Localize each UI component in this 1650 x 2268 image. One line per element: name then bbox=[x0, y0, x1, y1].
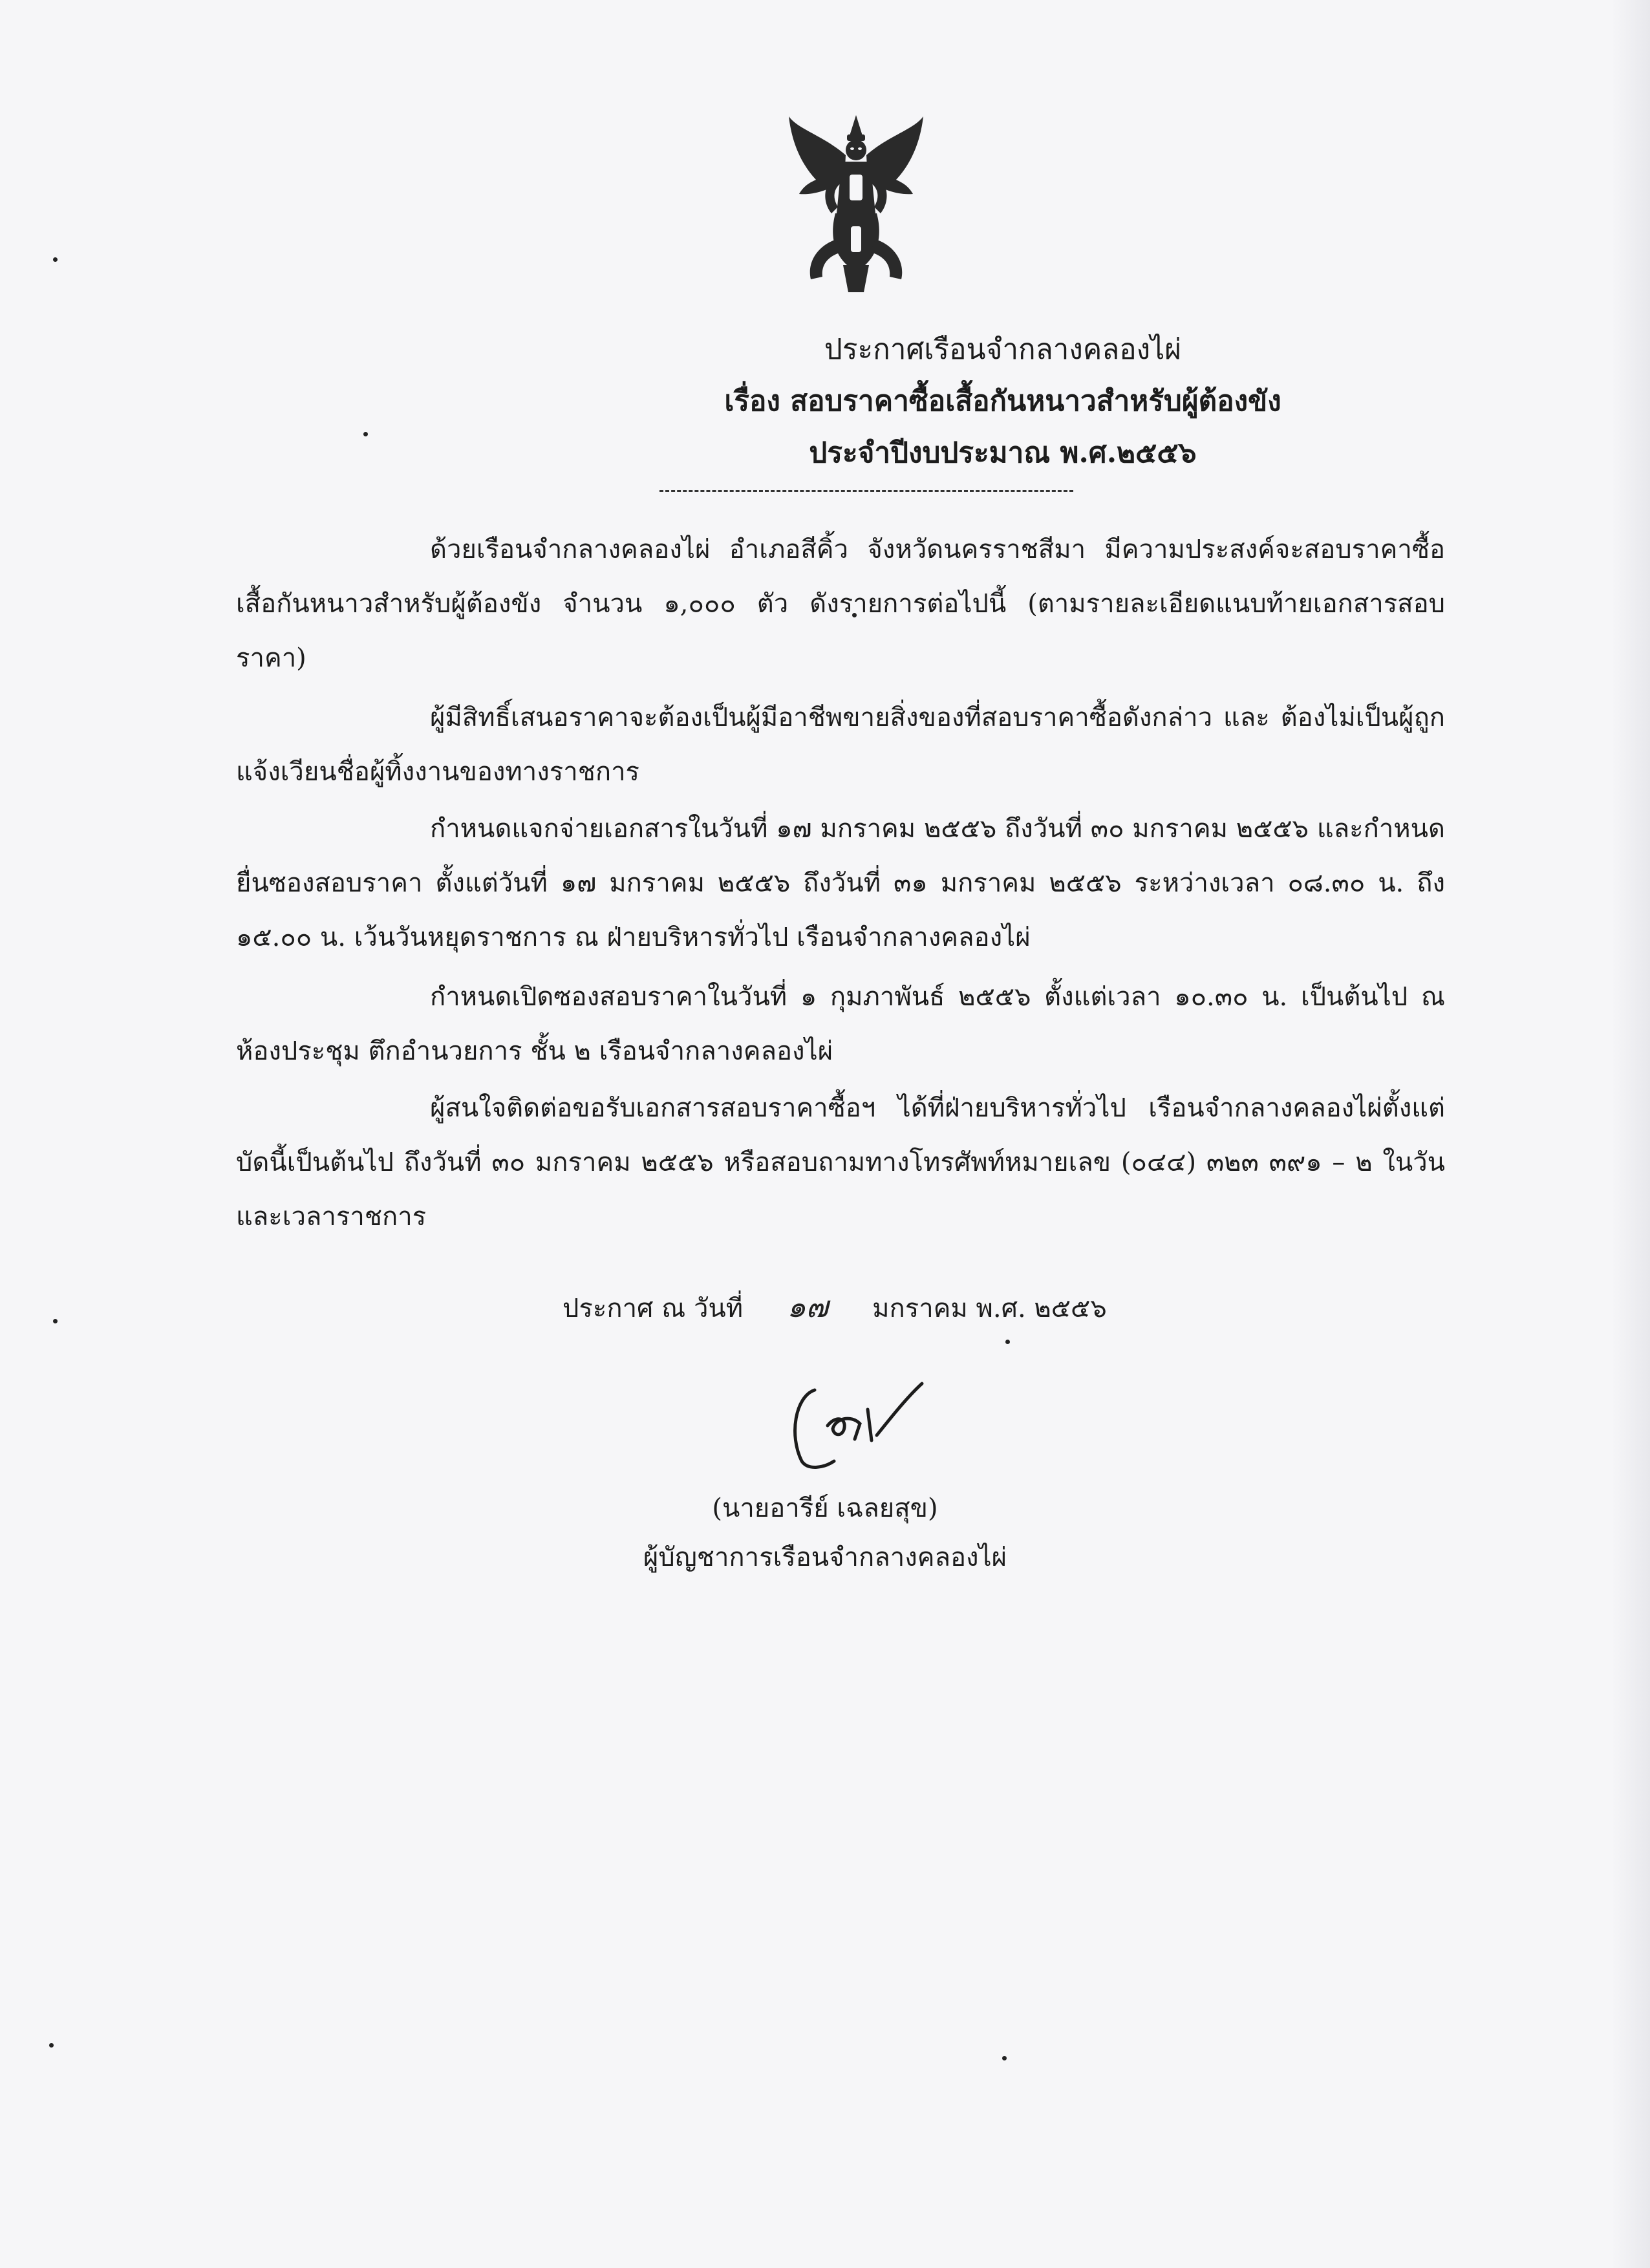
body-paragraph: ผู้สนใจติดต่อขอรับเอกสารสอบราคาซื้อฯ ได้ที่ฝ่ายบริหารทั่วไป เรือนจำกลางคลองไผ่ตั้งแต่บัดนี้เป็นต้นไป ถึงวันที่ ๓๐ มกราคม ๒๕๕๖ หรือสอบถามทางโทรศัพท์หมายเลข (๐๔๔) ๓๒๓ ๓๙๑ – ๒ ในวันและเวลาราชการ bbox=[236, 1093, 1445, 1232]
document-fiscal-year: ประจำปีงบประมาณ พ.ศ.๒๕๕๖ bbox=[809, 436, 1197, 469]
garuda-emblem-icon bbox=[785, 110, 927, 297]
signer-name: (นายอารีย์ เฉลยสุข) bbox=[712, 1493, 938, 1523]
handwritten-day: ๑๗ bbox=[787, 1289, 829, 1324]
scan-speck bbox=[1002, 2056, 1007, 2060]
body-paragraph: ผู้มีสิทธิ์เสนอราคาจะต้องเป็นผู้มีอาชีพขายสิ่งของที่สอบราคาซื้อดังกล่าว และ ต้องไม่เป็นผู้ถูกแจ้งเวียนชื่อผู้ทิ้งงานของทางราชการ bbox=[236, 703, 1445, 787]
scan-speck bbox=[49, 2043, 54, 2048]
header-divider bbox=[659, 490, 1073, 492]
signer-position: ผู้บัญชาการเรือนจำกลางคลองไผ่ bbox=[643, 1543, 1007, 1572]
body-paragraph: กำหนดแจกจ่ายเอกสารในวันที่ ๑๗ มกราคม ๒๕๕๖ ถึงวันที่ ๓๐ มกราคม ๒๕๕๖ และกำหนดยื่นซองสอบราคา ตั้งแต่วันที่ ๑๗ มกราคม ๒๕๕๖ ถึงวันที่ ๓๑ มกราคม ๒๕๕๖ ระหว่างเวลา ๐๘.๓๐ น. ถึง ๑๕.๐๐ น. เว้นวันหยุดราชการ ณ ฝ่ายบริหารทั่วไป เรือนจำกลางคลองไผ่ bbox=[236, 814, 1445, 952]
announcement-prefix: ประกาศ ณ วันที่ bbox=[562, 1294, 744, 1323]
scan-speck bbox=[53, 1319, 58, 1323]
announcement-date-line bbox=[562, 1283, 1107, 1331]
document-organization: ประกาศเรือนจำกลางคลองไผ่ bbox=[824, 333, 1182, 366]
body-paragraph: ด้วยเรือนจำกลางคลองไผ่ อำเภอสีคิ้ว จังหวัดนครราชสีมา มีความประสงค์จะสอบราคาซื้อเสื้อกันหนาวสำหรับผู้ต้องขัง จำนวน ๑,๐๐๐ ตัว ดังรายการต่อไปนี้ (ตามรายละเอียดแนบท้ายเอกสารสอบราคา) bbox=[236, 535, 1445, 673]
body-paragraph: กำหนดเปิดซองสอบราคาในวันที่ ๑ กุมภาพันธ์ ๒๕๕๖ ตั้งแต่เวลา ๑๐.๓๐ น. เป็นต้นไป ณ ห้องประชุม ตึกอำนวยการ ชั้น ๒ เรือนจำกลางคลองไผ่ bbox=[236, 982, 1445, 1066]
announcement-month-year: มกราคม พ.ศ. ๒๕๕๖ bbox=[872, 1294, 1107, 1323]
scan-speck bbox=[1005, 1340, 1010, 1344]
handwritten-signature bbox=[763, 1364, 957, 1481]
scan-speck bbox=[53, 257, 58, 262]
document-subject: เรื่อง สอบราคาซื้อเสื้อกันหนาวสำหรับผู้ต้องขัง bbox=[724, 385, 1281, 418]
